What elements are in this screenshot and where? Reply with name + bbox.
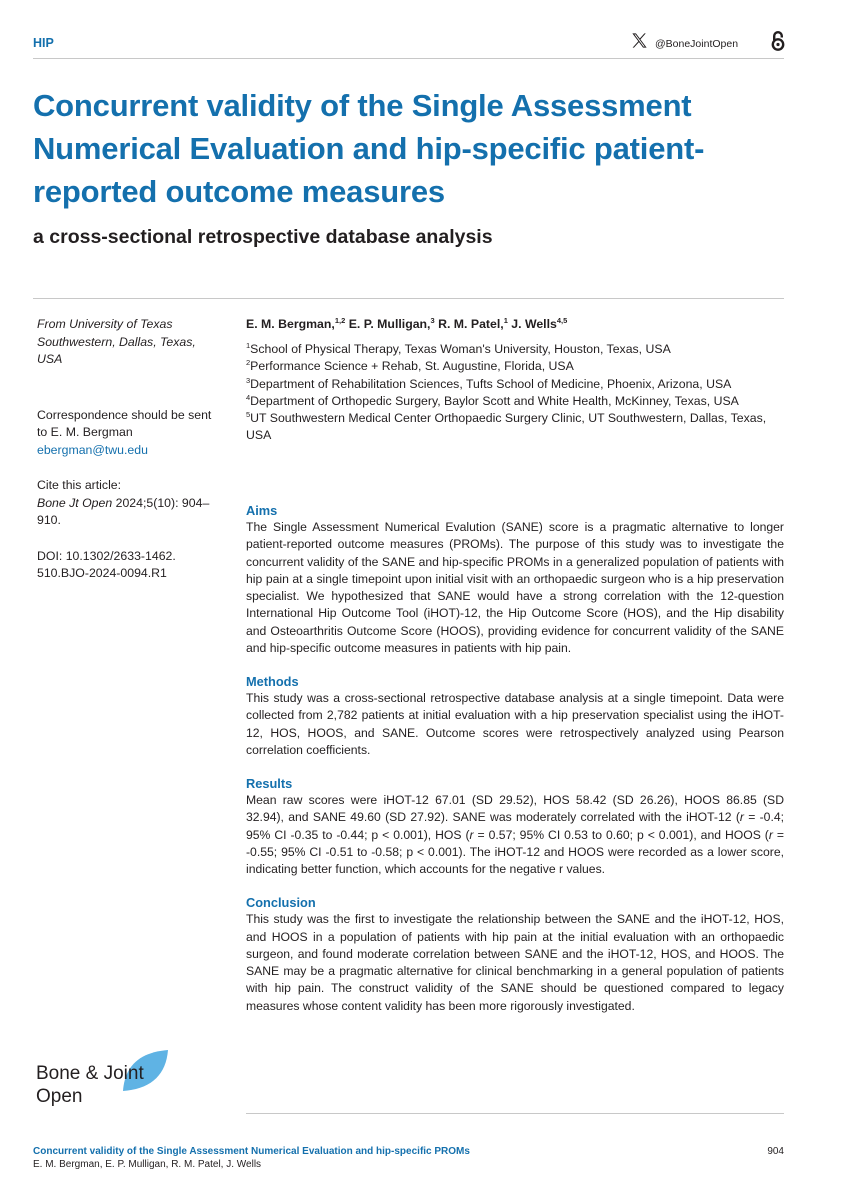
results-text: Mean raw scores were iHOT-12 67.01 (SD 29.52), HOS 58.42 (SD 26.26), HOOS 86.85 (SD 32.94), and SANE 49.60 (SD 27.92). SANE was moderately correlated with the iHOT-12 (r = -0.4; 95% CI -0.35 to -0.44; p < 0.001), HOS (r = 0.57; 95% CI 0.53 to 0.60; p < 0.001), and HOOS (r = -0.55; 95% CI -0.51 to -0.58; p < 0.001). The iHOT-12 and HOOS were recorded as a lower score, indicating better function, which accounts for the negative r values.: [246, 793, 784, 876]
institution-note: From University of Texas Southwestern, Dallas, Texas, USA: [37, 317, 196, 366]
correspondence-text: Correspondence should be sent to E. M. Bergman: [37, 407, 212, 439]
author-list: [246, 316, 786, 333]
abstract-aims: [246, 502, 784, 657]
affiliation: $^2$Performance Science + Rehab, St. Augustine, Florida, USA: [246, 358, 574, 374]
methods-text: This study was a cross-sectional retrospective database analysis at a single timepoint. Data were collected from 2,782 patients at initial evaluation with a hip preservation specialist using the iHOT-12, HOS, HOOS, and SANE. Outcome scores were retrospectively analyzed using Pearson correlation coefficients.: [246, 691, 784, 757]
section-label: HIP: [33, 36, 54, 50]
social-handle[interactable]: @BoneJointOpen: [655, 38, 739, 50]
affiliation-list: [246, 341, 786, 445]
aims-text: The Single Assessment Numerical Evalution (SANE) score is a pragmatic alternative to longer patient-reported outcome measures (PROMs). The purpose of this study was to investigate the concurrent validity of the SANE and hip-specific PROMs in a generalized population of patients with hip pain at a single timepoint upon initial visit with an orthopaedic surgeon who is a hip preservation specialist. We hypothesized that SANE would have a strong correlation with the 12-question International Hip Outcome Tool (iHOT)-12, the Hip Outcome Score (HOS), and the Hip disability and Osteoarthritis Outcome Score (HOOS), providing evidence for concurrent validity of the SANE and hip-specific outcome measures in patients with hip pain.: [246, 520, 784, 655]
article-sidebar: [37, 316, 215, 583]
footer-title: Concurrent validity of the Single Assessment Numerical Evaluation and hip-specific PROMs: [33, 1146, 470, 1157]
abstract-divider: [246, 1113, 784, 1114]
logo-line-1: Bone & Joint: [36, 1063, 144, 1084]
doi: DOI: 10.1302/2633-1462. 510.BJO-2024-0094.R1: [37, 548, 176, 580]
cite-reference: 2024;5(10): 904–910.: [37, 495, 210, 527]
title-divider: [33, 298, 784, 299]
open-access-icon: [768, 29, 788, 53]
affiliation: $^3$Department of Rehabilitation Sciences, Tufts School of Medicine, Phoenix, Arizona, USA: [246, 375, 732, 391]
correspondence-email-link[interactable]: ebergman@twu.edu: [37, 442, 148, 457]
citation: [37, 477, 215, 530]
affiliation: $^4$Department of Orthopedic Surgery, Baylor Scott and White Health, McKinney, Texas, USA: [246, 392, 739, 408]
aims-heading: Aims: [246, 503, 278, 518]
author: R. M. Patel,$^1$: [438, 316, 508, 331]
article-title: Concurrent validity of the Single Assessment Numerical Evaluation and hip-specific patient-reported outcome measures: [33, 88, 705, 209]
logo-text: [36, 1062, 144, 1108]
page-footer: [33, 1145, 784, 1171]
journal-logo: [36, 1049, 176, 1109]
abstract-methods: [246, 673, 784, 759]
logo-line-2: Open: [36, 1086, 83, 1107]
abstract-results: [246, 775, 784, 878]
cite-journal: Bone Jt Open: [37, 495, 113, 510]
results-heading: Results: [246, 776, 293, 791]
abstract-conclusion: [246, 894, 784, 1015]
affiliation: $^5$UT Southwestern Medical Center Orthopaedic Surgery Clinic, UT Southwestern, Dallas, Texas, USA: [246, 410, 767, 443]
x-logo-icon[interactable]: [630, 31, 649, 50]
page-header: [0, 0, 851, 50]
page-number: 904: [767, 1146, 784, 1157]
correspondence-note: [37, 407, 215, 460]
author: E. P. Mulligan,$^3$: [348, 316, 435, 331]
author: E. M. Bergman,$^{1,2}$: [246, 316, 346, 331]
conclusion-text: This study was the first to investigate the relationship between the SANE and the iHOT-12, HOS, and HOOS in a population of patients with hip pain at the initial evaluation with an orthopaedic surgeon, and found moderate correlation between SANE and the iHOT-12, HOS, and HOOS. The SANE may be a pragmatic alternative for clinical benchmarking in a general population of patients with hip pain. The construct validity of the SANE should be questioned compared to legacy measures whose content validity has been more rigorously investigated.: [246, 912, 784, 1013]
abstract: [246, 502, 784, 1031]
affiliation: $^1$School of Physical Therapy, Texas Woman's University, Houston, Texas, USA: [246, 341, 671, 356]
author: J. Wells$^{4,5}$: [511, 316, 568, 331]
conclusion-heading: Conclusion: [246, 895, 316, 911]
article-subtitle: a cross-sectional retrospective database analysis: [33, 226, 493, 248]
cite-label: Cite this article:: [37, 478, 122, 492]
methods-heading: Methods: [246, 674, 299, 689]
footer-authors: E. M. Bergman, E. P. Mulligan, R. M. Patel, J. Wells: [33, 1159, 262, 1170]
header-divider: [33, 58, 784, 59]
